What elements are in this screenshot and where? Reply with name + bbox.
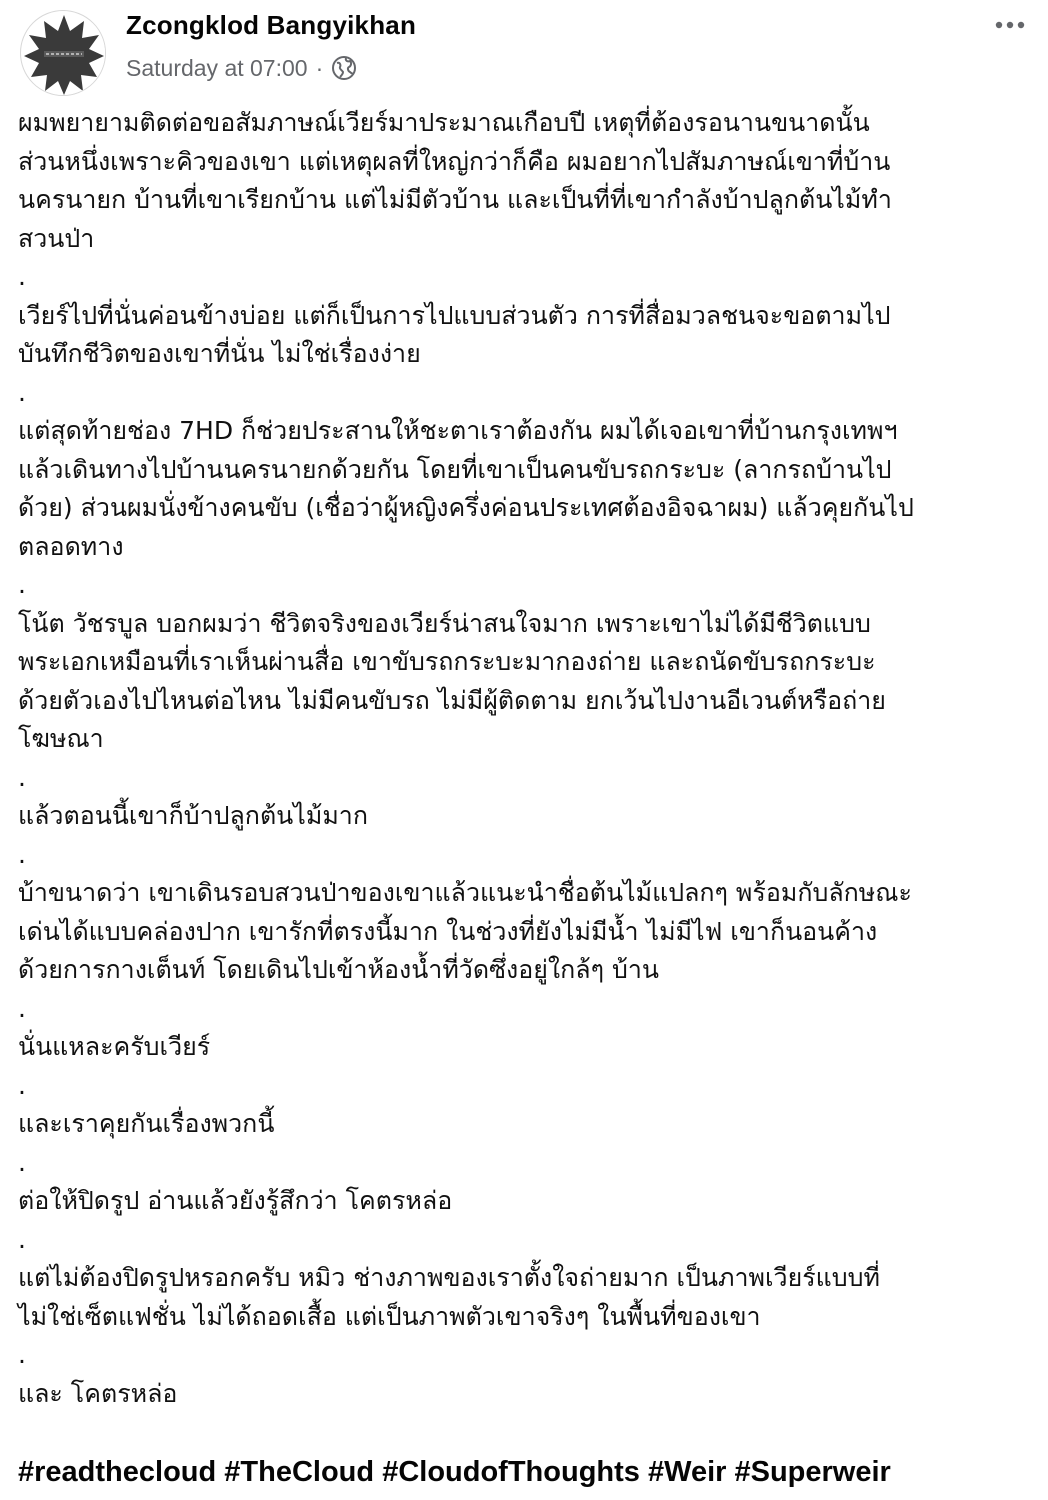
post-timestamp[interactable]: Saturday at 07:00: [126, 54, 308, 81]
hashtag-link[interactable]: #CloudofThoughts: [382, 1456, 640, 1488]
post-paragraph: นั่นแหละครับเวียร์: [18, 1032, 211, 1061]
post-paragraph: ผมพยายามติดต่อขอสัมภาษณ์เวียร์มาประมาณเกือบปี เหตุที่ต้องรอนานขนาดนั้น ส่วนหนึ่งเพราะคิวของเขา แต่เหตุผลที่ใหญ่กว่าก็คือ ผมอยากไปสัมภาษณ์เขาที่บ้าน นครนายก บ้านที่เขาเรียกบ้าน แต่ไม่มีตัวบ้าน และเป็นที่ที่เขากำลังบ้าปลูกต้นไม้ทำ สวนป่า: [18, 108, 892, 253]
author-name[interactable]: Zcongklod Bangyikhan: [126, 10, 417, 40]
post-paragraph: ต่อให้ปิดรูป อ่านแล้วยังรู้สึกว่า โคตรหล่อ: [18, 1186, 453, 1215]
paragraph-separator: .: [18, 570, 26, 599]
hashtag-link[interactable]: #TheCloud: [224, 1456, 375, 1488]
post-header: [0, 0, 1048, 100]
paragraph-separator: .: [18, 839, 26, 869]
more-options-button[interactable]: [990, 10, 1030, 40]
paragraph-separator: .: [18, 762, 26, 792]
page-avatar-icon[interactable]: [20, 10, 106, 96]
paragraph-separator: .: [18, 1070, 26, 1100]
post-paragraph: แต่ไม่ต้องปิดรูปหรอกครับ หมิว ช่างภาพของเราตั้งใจถ่ายมาก เป็นภาพเวียร์แบบที่ ไม่ใช่เซ็ตแฟชั่น ไม่ได้ถอดเสื้อ แต่เป็นภาพตัวเขาจริงๆ ในพื้นที่ของเขา: [18, 1263, 880, 1331]
paragraph-separator: .: [18, 377, 26, 407]
post-paragraph: แต่สุดท้ายช่อง 7HD ก็ช่วยประสานให้ชะตาเราต้องกัน ผมได้เจอเขาที่บ้านกรุงเทพฯ แล้วเดินทางไปบ้านนครนายกด้วยกัน โดยที่เขาเป็นคนขับรถกระบะ (ลากรถบ้านไป ด้วย) ส่วนผมนั่งข้างคนขับ (เชื่อว่าผู้หญิงครึ่งค่อนประเทศต้องอิจฉาผม) แล้วคุยกันไป ตลอดทาง: [18, 416, 914, 561]
hashtag-row: [18, 1456, 891, 1489]
post-paragraph: เวียร์ไปที่นั่นค่อนข้างบ่อย แต่ก็เป็นการไปแบบส่วนตัว การที่สื่อมวลชนจะขอตามไป บันทึกชีวิตของเขาที่นั่น ไม่ใช่เรื่องง่าย: [18, 300, 891, 368]
hashtag-link[interactable]: #Superweir: [734, 1456, 891, 1488]
post-paragraph: และเราคุยกันเรื่องพวกนี้: [18, 1109, 275, 1138]
paragraph-separator: .: [18, 262, 26, 291]
paragraph-separator: .: [18, 1340, 26, 1369]
paragraph-separator: .: [18, 993, 26, 1023]
post-paragraph: แล้วตอนนี้เขาก็บ้าปลูกต้นไม้มาก: [18, 801, 368, 830]
paragraph-separator: .: [18, 1224, 26, 1254]
more-options-icon: [995, 21, 1025, 29]
post-paragraph: และ โคตรหล่อ: [18, 1378, 178, 1408]
hashtag-link[interactable]: #Weir: [647, 1456, 727, 1488]
paragraph-separator: .: [18, 1147, 26, 1177]
globe-icon[interactable]: [331, 55, 357, 81]
post-paragraph: โน้ต วัชรบูล บอกผมว่า ชีวิตจริงของเวียร์น่าสนใจมาก เพราะเขาไม่ได้มีชีวิตแบบ พระเอกเหมือนที่เราเห็นผ่านสื่อ เขาขับรถกระบะมากองถ่าย และถนัดขับรถกระบะ ด้วยตัวเองไปไหนต่อไหน ไม่มีคนขับรถ ไม่มีผู้ติดตาม ยกเว้นไปงานอีเวนต์หรือถ่าย โฆษณา: [18, 608, 886, 753]
post-paragraph: บ้าขนาดว่า เขาเดินรอบสวนป่าของเขาแล้วแนะนำชื่อต้นไม้แปลกๆ พร้อมกับลักษณะ เด่นได้แบบคล่องปาก เขารักที่ตรงนี้มาก ในช่วงที่ยังไม่มีน้ำ ไม่มีไฟ เขาก็นอนค้าง ด้วยการกางเต็นท์ โดยเดินไปเข้าห้องน้ำที่วัดซึ่งอยู่ใกล้ๆ บ้าน: [18, 878, 912, 984]
post-text: [18, 104, 1028, 1413]
meta-separator: ·: [315, 54, 324, 81]
hashtag-link[interactable]: #readthecloud: [18, 1456, 217, 1488]
post-meta: [126, 53, 357, 83]
